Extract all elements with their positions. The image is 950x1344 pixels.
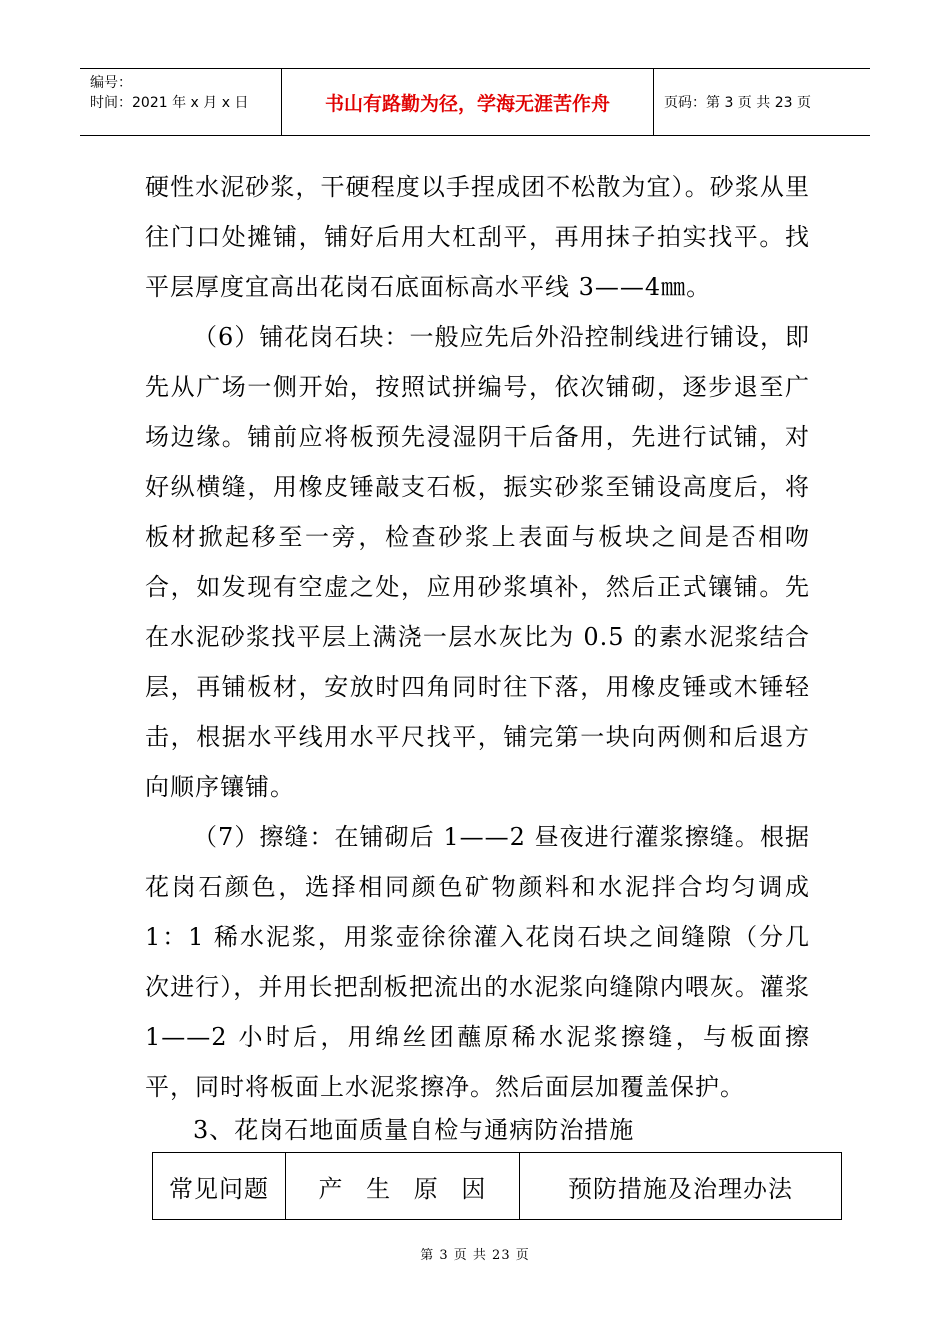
paragraph-2: （6）铺花岗石块：一般应先后外沿控制线进行铺设，即先从广场一侧开始，按照试拼编号，依次铺砌，逐步退至广场边缘。铺前应将板预先浸湿阴干后备用，先进行试铺，对好纵横缝，用橡皮锤敲支石板，振实砂浆至铺设高度后，将板材掀起移至一旁，检查砂浆上表面与板块之间是否相吻合，如发现有空虚之处，应用砂浆填补，然后正式镶铺。先在水泥砂浆找平层上满浇一层水灰比为 0.5 的素水泥浆结合层，再铺板材，安放时四角同时往下落，用橡皮锤或木锤轻击，根据水平线用水平尺找平，铺完第一块向两侧和后退方向顺序镶铺。 [145, 323, 810, 801]
header-meta [80, 69, 282, 135]
table-header-prevention: 预防措施及治理办法 [568, 1174, 793, 1203]
document-time: 时间：2021 年 x 月 x 日 [90, 95, 249, 111]
section-title: 3、花岗石地面质量自检与通病防治措施 [193, 1116, 635, 1144]
quality-table [152, 1152, 842, 1220]
page-footer: 第 3 页 共 23 页 [420, 1248, 530, 1263]
paragraph-3: （7）擦缝：在铺砌后 1——2 昼夜进行灌浆擦缝。根据花岗石颜色，选择相同颜色矿物颜料和水泥拌合均匀调成 1：1 稀水泥浆，用浆壶徐徐灌入花岗石块之间缝隙（分几次进行），并用长把刮板把流出的水泥浆向缝隙内喂灰。灌浆 1——2 小时后，用绵丝团蘸原稀水泥浆擦缝，与板面擦平，同时将板面上水泥浆擦净。然后面层加覆盖保护。 [145, 823, 810, 1101]
document-body [145, 162, 810, 1112]
document-number-label: 编号： [90, 75, 132, 91]
table-header-cause: 产 生 原 因 [286, 1153, 520, 1219]
header-motto: 书山有路勤为径，学海无涯苦作舟 [282, 69, 654, 135]
table-header-problem: 常见问题 [153, 1153, 286, 1219]
page-header [80, 68, 870, 136]
paragraph-1: 硬性水泥砂浆，干硬程度以手捏成团不松散为宜）。砂浆从里往门口处摊铺，铺好后用大杠刮平，再用抹子拍实找平。找平层厚度宜高出花岗石底面标高水平线 3——4㎜。 [145, 173, 810, 301]
header-page-info: 页码：第 3 页 共 23 页 [664, 95, 811, 111]
